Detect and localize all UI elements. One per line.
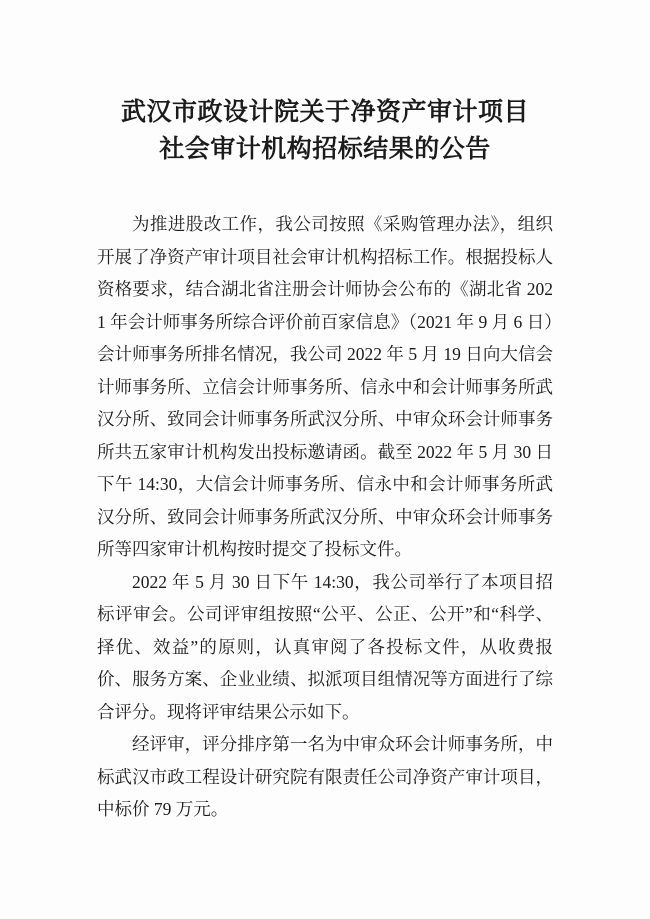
paragraph-evaluation-meeting: 2022 年 5 月 30 日下午 14:30，我公司举行了本项目招标评审会。公司评审组按照“公平、公正、公开”和“科学、择优、效益”的原则，认真审阅了各投标文件，从收费报价、服务方案、企业业绩、拟派项目组情况等方面进行了综合评分。现将评审结果公示如下。 [97,571,553,722]
paragraph-bidding-process: 为推进股改工作，我公司按照《采购管理办法》，组织开展了净资产审计项目社会审计机构招标工作。根据投标人资格要求，结合湖北省注册会计师协会公布的《湖北省 2021 年会计师事务所综合评价前百家信息》（2021 年 9 月 6 日）会计师事务所排名情况，我公司 2022 年 5 月 19 日向大信会计师事务所、立信会计师事务所、信永中和会计师事务所武汉分所、致同会计师事务所武汉分所、中审众环会计师事务所共五家审计机构发出投标邀请函。截至 2022 年 5 月 30 日下午 14:30，大信会计师事务所、信永中和会计师事务所武汉分所、致同会计师事务所武汉分所、中审众环会计师事务所等四家审计机构按时提交了投标文件。 [97,214,553,559]
paragraph-result: 经评审，评分排序第一名为中审众环会计师事务所，中标武汉市政工程设计研究院有限责任公司净资产审计项目，中标价 79 万元。 [97,734,553,819]
document-body [0,208,650,826]
document-title [0,94,650,168]
document-title-line-1: 武汉市政设计院关于净资产审计项目 [120,99,529,126]
document-title-line-2: 社会审计机构招标结果的公告 [159,136,491,163]
